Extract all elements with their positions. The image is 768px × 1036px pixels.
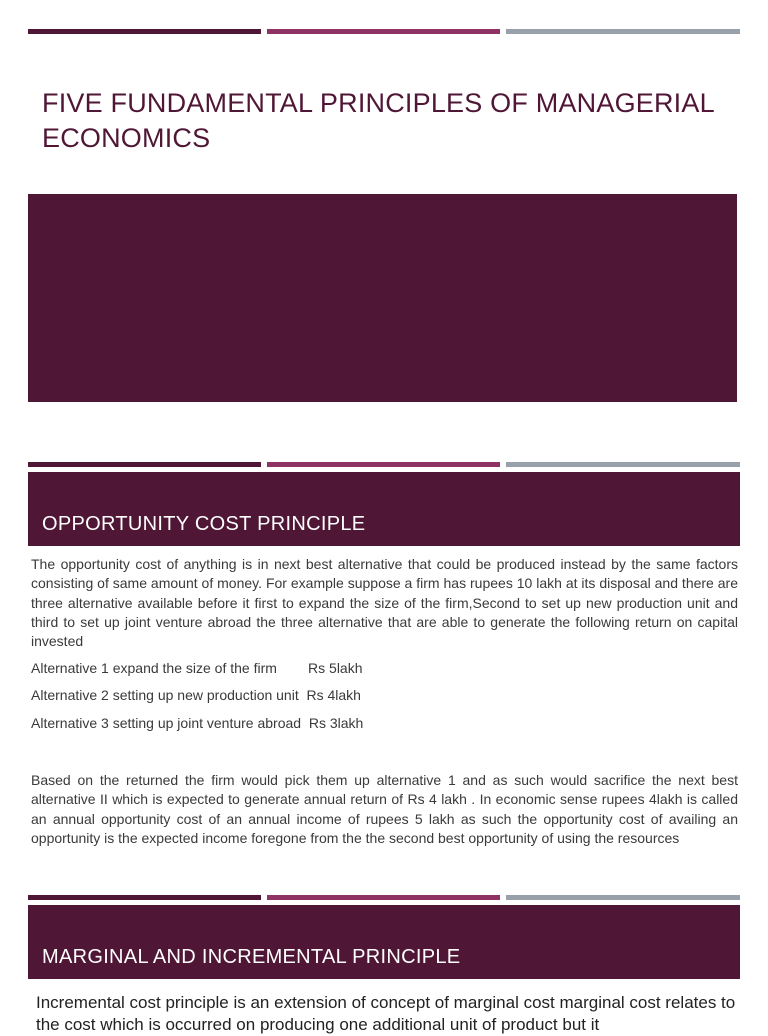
opportunity-cost-intro: The opportunity cost of anything is in next best alternative that could be produced instead by the same factors consisting of same amount of money. For example suppose a firm has rupees 10 lakh at its disposal and there are three alternative available before it first to expand the size of the firm,Second to set up new production unit and third to set up joint venture abroad the three alternative that are able to generate the following return on capital invested [31, 556, 738, 650]
accent-segment-magenta [267, 462, 500, 467]
page-title: FIVE FUNDAMENTAL PRINCIPLES OF MANAGERIAL ECONOMICS [42, 88, 714, 153]
accent-segment-magenta [267, 895, 500, 900]
accent-segment-gray [506, 29, 740, 34]
accent-bar-slide3 [28, 895, 740, 900]
accent-segment-plum [28, 462, 261, 467]
section-header-band [28, 472, 740, 546]
incremental-principle-lead: Incremental cost principle is an extension of concept of marginal cost marginal cost relates to the cost which is occurred on producing one additional unit of product but it [36, 993, 736, 1034]
section-header-band [28, 905, 740, 979]
alternative-item-3: Alternative 3 setting up joint venture abroad Rs 3lakh [31, 715, 364, 731]
accent-bar-slide2 [28, 462, 740, 467]
alternative-item-1: Alternative 1 expand the size of the firm Rs 5lakh [31, 660, 363, 676]
opportunity-cost-conclusion: Based on the returned the firm would pick them up alternative 1 and as such would sacrifice the next best alternative II which is expected to generate annual return of Rs 4 lakh . In economic sense rupees 4lakh is called an annual opportunity cost of an annual income of rupees 5 lakh as such the opportunity cost of availing an opportunity is the expected income foregone from the the second best opportunity of using the resources [31, 772, 738, 846]
accent-bar-top [28, 29, 740, 34]
accent-segment-gray [506, 462, 740, 467]
section-heading-marginal-incremental: MARGINAL AND INCREMENTAL PRINCIPLE [42, 946, 461, 968]
section-heading-opportunity-cost: OPPORTUNITY COST PRINCIPLE [42, 513, 366, 535]
alternative-item-2: Alternative 2 setting up new production unit Rs 4lakh [31, 687, 361, 703]
accent-segment-plum [28, 29, 261, 34]
title-hero-panel [28, 194, 737, 402]
accent-segment-plum [28, 895, 261, 900]
accent-segment-gray [506, 895, 740, 900]
accent-segment-magenta [267, 29, 500, 34]
